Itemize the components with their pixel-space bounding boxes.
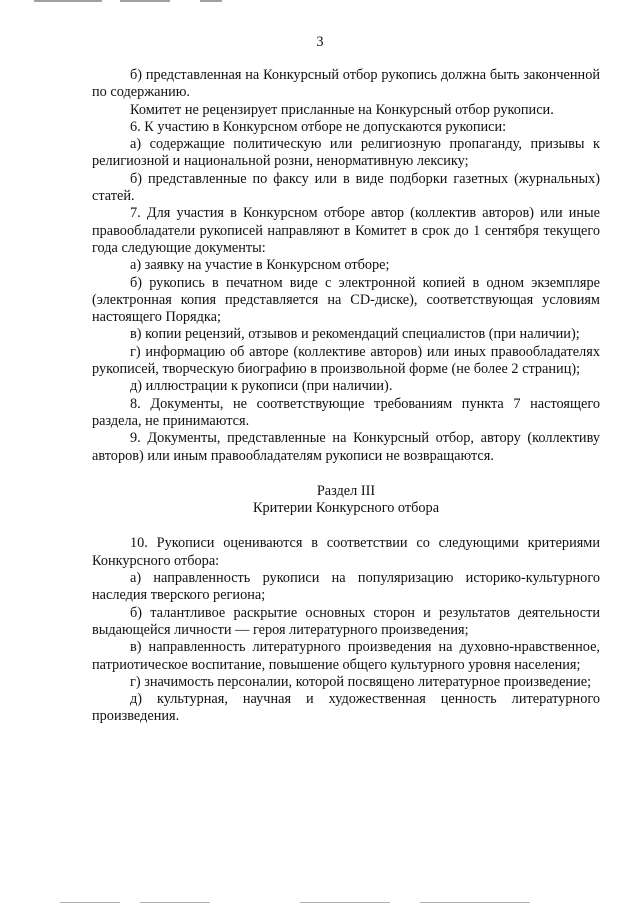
scan-artifact [120, 0, 170, 2]
paragraph: б) представленная на Конкурсный отбор рукопись должна быть законченной по содержанию. [92, 67, 600, 101]
scan-artifact [140, 902, 210, 903]
section-subtitle: Критерии Конкурсного отбора [252, 500, 440, 517]
paragraph: 8. Документы, не соответствующие требованиям пункта 7 настоящего раздела, не принимаются. [92, 395, 600, 429]
paragraph: 10. Рукописи оцениваются в соответствии со следующими критериями Конкурсного отбора: [92, 535, 600, 569]
paragraph: 9. Документы, представленные на Конкурсный отбор, автору (коллективу авторов) или иным правообладателям рукописи не возвращаются. [92, 430, 600, 464]
paragraph: г) информацию об авторе (коллективе авторов) или иных правообладателях рукописей, творческую биографию в произвольной форме (не более 2 страниц); [92, 343, 600, 378]
paragraph: б) талантливое раскрытие основных сторон и результатов деятельности выдающейся личности — героя литературного произведения; [92, 604, 600, 638]
paragraph: б) представленные по факсу или в виде подборки газетных (журнальных) статей. [92, 170, 600, 205]
section-title: Раздел III [316, 482, 376, 499]
scan-artifact [300, 902, 390, 903]
paragraph: в) копии рецензий, отзывов и рекомендаций специалистов (при наличии); [130, 326, 580, 343]
paragraph: д) культурная, научная и художественная ценность литературного произведения. [92, 691, 600, 725]
paragraph: б) рукопись в печатном виде с электронной копией в одном экземпляре (электронная копия представляется на CD-диске), соответствующая условиям настоящего Порядка; [92, 274, 600, 326]
paragraph: д) иллюстрации к рукописи (при наличии). [130, 378, 393, 395]
scan-artifact [34, 0, 102, 2]
paragraph: 6. К участию в Конкурсном отборе не допускаются рукописи: [130, 118, 507, 135]
document-body [92, 67, 600, 726]
paragraph: 7. Для участия в Конкурсном отборе автор (коллектив авторов) или иные правообладатели рукописей направляют в Комитет в срок до 1 сентября текущего года следующие документы: [92, 205, 600, 256]
scan-artifact [60, 902, 120, 903]
paragraph: а) содержащие политическую или религиозную пропаганду, призывы к религиозной и национальной розни, ненормативную лексику; [92, 136, 600, 170]
scan-artifact [200, 0, 222, 2]
scan-artifact [420, 902, 530, 903]
paragraph: Комитет не рецензирует присланные на Конкурсный отбор рукописи. [130, 101, 554, 118]
paragraph: г) значимость персоналии, которой посвящено литературное произведение; [130, 673, 592, 690]
paragraph: а) направленность рукописи на популяризацию историко-культурного наследия тверского региона; [92, 570, 600, 604]
page-number: 3 [316, 34, 324, 50]
paragraph: а) заявку на участие в Конкурсном отборе; [130, 257, 390, 274]
paragraph: в) направленность литературного произведения на духовно-нравственное, патриотическое воспитание, повышение общего культурного уровня населения; [92, 639, 600, 673]
